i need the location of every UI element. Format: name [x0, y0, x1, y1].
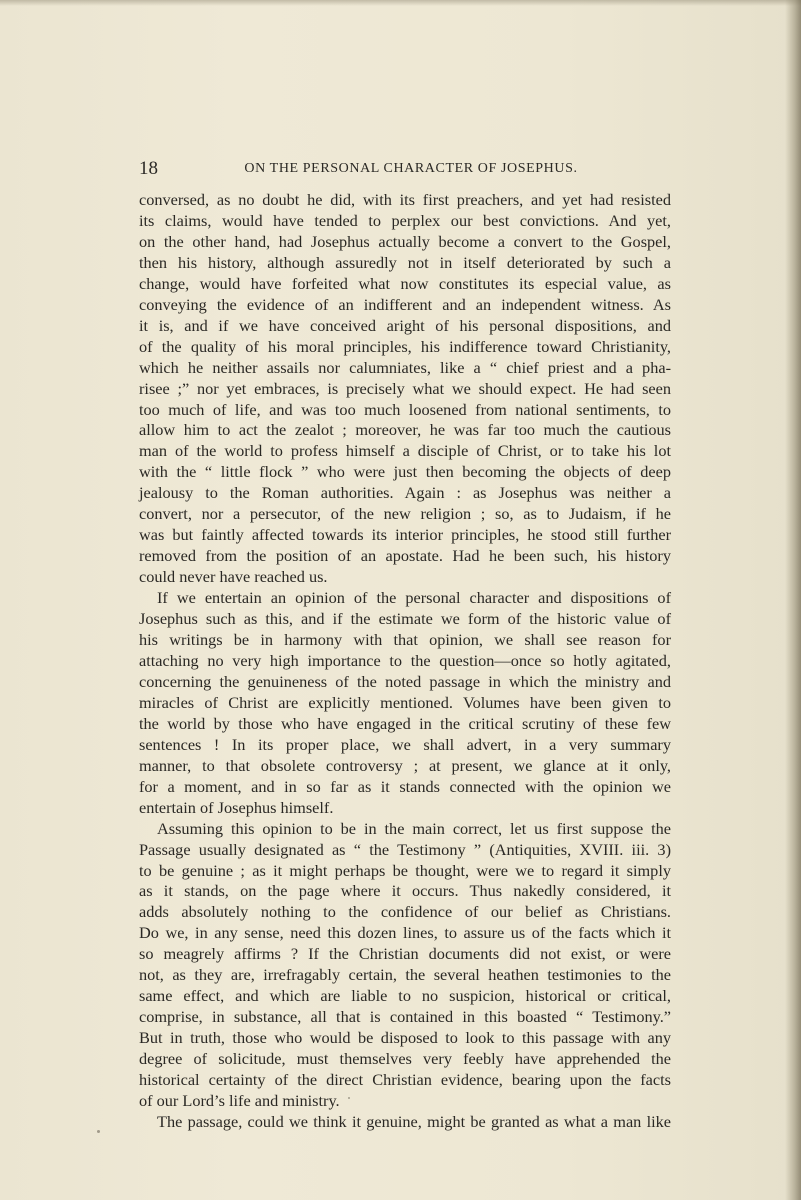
text-line: risee ;” nor yet embraces, is precisely what we should expect. He had seen	[139, 378, 671, 398]
text-line: convert, nor a persecutor, of the new religion ; so, as to Judaism, if he	[139, 504, 671, 524]
text-line: then his history, although assuredly not in itself deteriorated by such a	[139, 252, 671, 272]
text-line: conveying the evidence of an indifferent and an independent witness. As	[139, 294, 671, 314]
text-line: which he neither assails nor calumniates, like a “ chief priest and a pha-	[139, 357, 671, 377]
page-header	[139, 158, 669, 182]
text-line: of the quality of his moral principles, his indifference toward Christianity,	[139, 336, 671, 356]
text-line: Josephus such as this, and if the estimate we form of the historic value of	[139, 609, 671, 629]
text-line: manner, to that obsolete controversy ; at present, we glance at it only,	[139, 755, 671, 775]
text-line: change, would have forfeited what now constitutes its especial value, as	[139, 273, 671, 293]
paragraph	[139, 1112, 671, 1133]
text-line: its claims, would have tended to perplex our best convictions. And yet,	[139, 210, 671, 230]
text-line: the world by those who have engaged in the critical scrutiny of these few	[139, 713, 671, 733]
text-line: same effect, and which are liable to no suspicion, historical or critical,	[139, 986, 671, 1006]
page-number: 18	[139, 158, 158, 179]
text-line: Passage usually designated as “ the Testimony ” (Antiquities, XVIII. iii. 3)	[139, 839, 671, 859]
text-line: could never have reached us.	[139, 567, 328, 587]
text-line: concerning the genuineness of the noted passage in which the ministry and	[139, 671, 671, 691]
text-line: Do we, in any sense, need this dozen lines, to assure us of the facts which it	[139, 923, 671, 943]
text-line: as it stands, on the page where it occurs. Thus nakedly considered, it	[139, 881, 671, 901]
text-line: The passage, could we think it genuine, might be granted as what a man like	[157, 1111, 671, 1131]
text-line: entertain of Josephus himself.	[139, 797, 334, 817]
text-line: it is, and if we have conceived aright of his personal dispositions, and	[139, 315, 671, 335]
text-line: man of the world to profess himself a disciple of Christ, or to take his lot	[139, 441, 671, 461]
text-line: with the “ little flock ” who were just then becoming the objects of deep	[139, 462, 671, 482]
paragraph	[139, 819, 671, 1112]
text-line: for a moment, and in so far as it stands connected with the opinion we	[139, 776, 671, 796]
body-text	[139, 190, 671, 1133]
running-title: ON THE PERSONAL CHARACTER OF JOSEPHUS.	[244, 161, 578, 176]
text-line: was but faintly affected towards its interior principles, he stood still further	[139, 525, 671, 545]
text-line: sentences ! In its proper place, we shall advert, in a very summary	[139, 734, 671, 754]
text-line: If we entertain an opinion of the personal character and dispositions of	[157, 588, 671, 608]
page-edge-shadow	[785, 0, 801, 1200]
ink-fleck	[348, 1097, 350, 1099]
text-line: of our Lord’s life and ministry.	[139, 1090, 340, 1110]
ink-fleck	[97, 1130, 100, 1133]
text-line: not, as they are, irrefragably certain, the several heathen testimonies to the	[139, 965, 671, 985]
text-line: historical certainty of the direct Christian evidence, bearing upon the facts	[139, 1070, 671, 1090]
text-line: to be genuine ; as it might perhaps be thought, were we to regard it simply	[139, 860, 671, 880]
text-line: degree of solicitude, must themselves very feebly have apprehended the	[139, 1049, 671, 1069]
text-line: conversed, as no doubt he did, with its first preachers, and yet had resisted	[139, 190, 671, 209]
text-line: allow him to act the zealot ; moreover, he was far too much the cautious	[139, 420, 671, 440]
paragraph	[139, 190, 671, 588]
text-line: jealousy to the Roman authorities. Again : as Josephus was neither a	[139, 483, 671, 503]
text-line: too much of life, and was too much loosened from national sentiments, to	[139, 399, 671, 419]
text-line: removed from the position of an apostate. Had he been such, his history	[139, 546, 671, 566]
text-line: Assuming this opinion to be in the main correct, let us first suppose the	[157, 818, 671, 838]
text-line: But in truth, those who would be disposed to look to this passage with any	[139, 1028, 671, 1048]
text-line: attaching no very high importance to the question—once so hotly agitated,	[139, 650, 671, 670]
page-top-shadow	[0, 0, 801, 6]
text-line: on the other hand, had Josephus actually become a convert to the Gospel,	[139, 231, 671, 251]
text-line: his writings be in harmony with that opinion, we shall see reason for	[139, 630, 671, 650]
text-line: so meagrely affirms ? If the Christian documents did not exist, or were	[139, 944, 671, 964]
text-line: comprise, in substance, all that is contained in this boasted “ Testimony.”	[139, 1007, 671, 1027]
text-line: adds absolutely nothing to the confidence of our belief as Christians.	[139, 902, 671, 922]
text-line: miracles of Christ are explicitly mentioned. Volumes have been given to	[139, 692, 671, 712]
paragraph	[139, 588, 671, 818]
